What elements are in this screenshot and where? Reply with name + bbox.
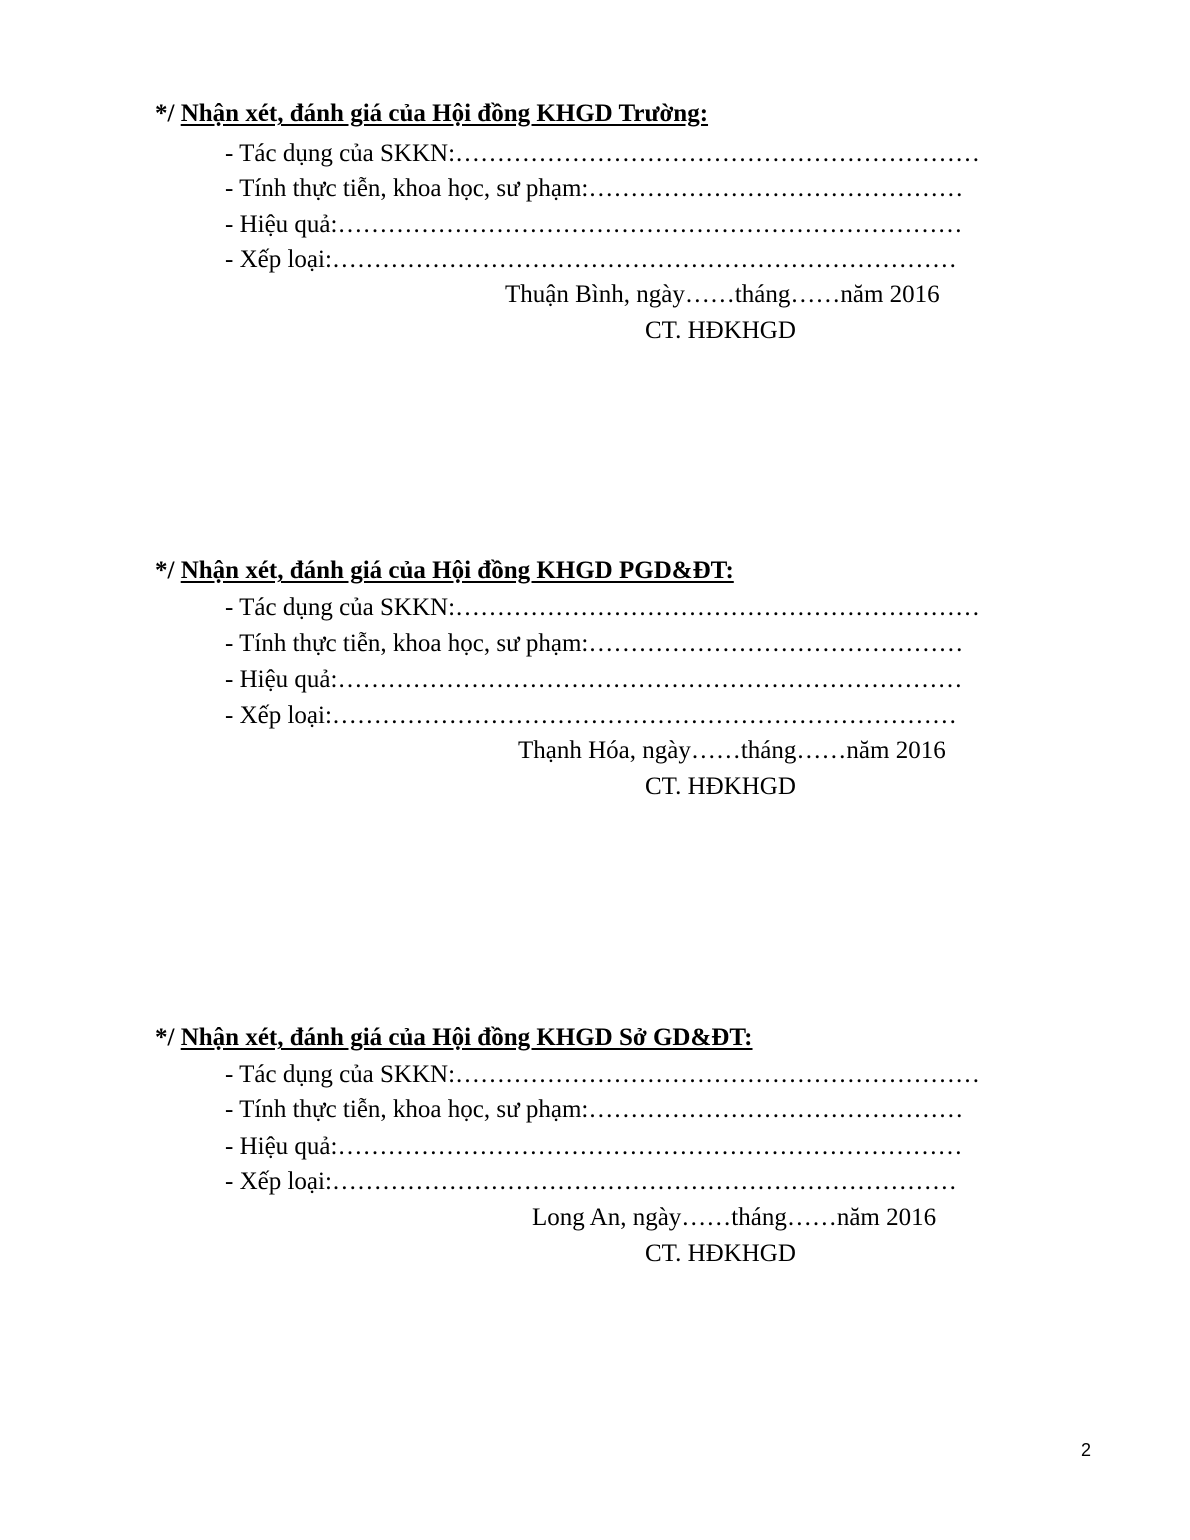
heading-text: Nhận xét, đánh giá của Hội đồng KHGD Sở GD&ĐT:: [180, 1024, 753, 1051]
signature-title: CT. HĐKHGD: [645, 1240, 796, 1267]
line-effect: - Tác dụng của SKKN:………………………………………………………: [225, 140, 981, 167]
heading-prefix: */: [155, 1024, 181, 1051]
section-heading: [155, 100, 708, 128]
heading-prefix: */: [155, 557, 181, 584]
signature-title: CT. HĐKHGD: [645, 317, 796, 344]
page-number: 2: [1081, 1440, 1092, 1460]
date-line: Thạnh Hóa, ngày……tháng……năm 2016: [518, 737, 946, 764]
line-practicality: - Tính thực tiễn, khoa học, sư phạm:………………………………………: [225, 1096, 964, 1123]
line-efficiency: - Hiệu quả:…………………………………………………………………: [225, 666, 963, 693]
line-efficiency: - Hiệu quả:…………………………………………………………………: [225, 1133, 963, 1160]
line-rating: - Xếp loại:…………………………………………………………………: [225, 702, 957, 729]
line-rating: - Xếp loại:…………………………………………………………………: [225, 246, 957, 273]
date-line: Long An, ngày……tháng……năm 2016: [532, 1204, 937, 1231]
line-efficiency: - Hiệu quả:…………………………………………………………………: [225, 211, 963, 238]
line-practicality: - Tính thực tiễn, khoa học, sư phạm:………………………………………: [225, 175, 964, 202]
line-effect: - Tác dụng của SKKN:………………………………………………………: [225, 594, 981, 621]
line-rating: - Xếp loại:…………………………………………………………………: [225, 1168, 957, 1195]
heading-prefix: */: [155, 100, 181, 127]
line-effect: - Tác dụng của SKKN:………………………………………………………: [225, 1061, 981, 1088]
heading-text: Nhận xét, đánh giá của Hội đồng KHGD PGD&ĐT:: [180, 557, 734, 584]
section-heading: [155, 557, 734, 585]
line-practicality: - Tính thực tiễn, khoa học, sư phạm:………………………………………: [225, 630, 964, 657]
section-heading: [155, 1024, 753, 1052]
date-line: Thuận Bình, ngày……tháng……năm 2016: [505, 281, 940, 308]
heading-text: Nhận xét, đánh giá của Hội đồng KHGD Trường:: [180, 100, 709, 127]
signature-title: CT. HĐKHGD: [645, 773, 796, 800]
